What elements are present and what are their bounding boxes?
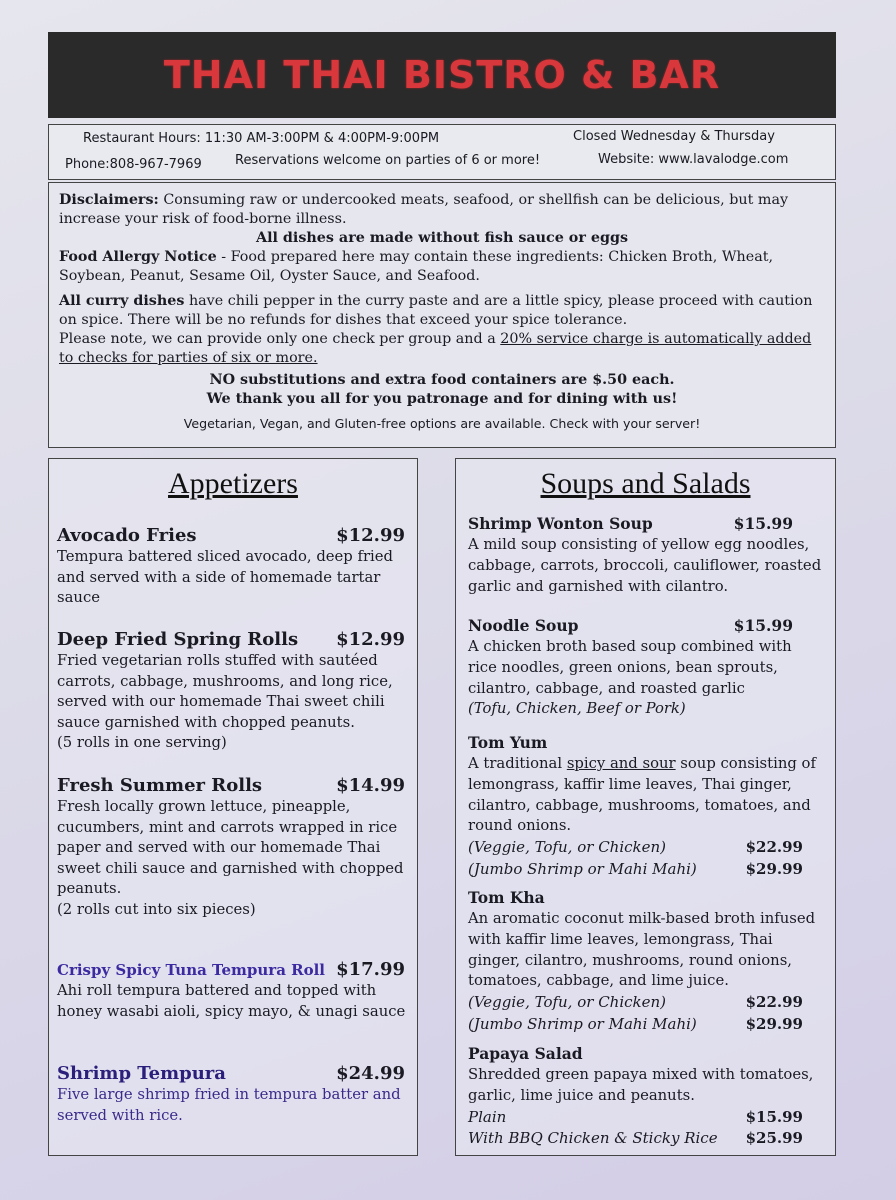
check-text: Please note, we can provide only one check per group and a xyxy=(59,331,501,347)
item-description: Fried vegetarian rolls stuffed with sautéed carrots, cabbage, mushrooms, and long rice, served with our homemade Thai sweet chili sauce garnished with chopped peanuts. xyxy=(57,652,393,731)
disclaimer-label: Disclaimers: xyxy=(59,192,159,208)
reservations-text: Reservations welcome on parties of 6 or more! xyxy=(235,153,541,168)
menu-item-spring-rolls xyxy=(49,629,417,754)
item-description: Shredded green papaya mixed with tomatoes, garlic, lime juice and peanuts. xyxy=(468,1066,814,1104)
service-charge-text: 20% service charge is automatically added to checks for parties of six or more. xyxy=(59,331,812,366)
no-fish-notice: All dishes are made without fish sauce or eggs xyxy=(256,230,628,246)
appetizers-heading: Appetizers xyxy=(168,467,298,500)
item-description: An aromatic coconut milk-based broth infused with kaffir lime leaves, lemongrass, Thai ginger, cilantro, mushrooms, round onions, tomatoes, cabbage, and lime juice. xyxy=(468,910,816,990)
disclaimer-text: Consuming raw or undercooked meats, seafood, or shellfish can be delicious, but may increase your risk of food-borne illness. xyxy=(59,192,789,227)
check-paragraph xyxy=(59,330,825,368)
item-name: Shrimp Wonton Soup xyxy=(468,514,653,533)
item-name: Papaya Salad xyxy=(468,1044,583,1063)
item-price: $12.99 xyxy=(336,629,405,650)
item-price: $17.99 xyxy=(336,959,405,980)
allergy-paragraph xyxy=(59,248,825,286)
price-option: (Jumbo Shrimp or Mahi Mahi) $29.99 xyxy=(468,859,803,878)
item-note: (5 rolls in one serving) xyxy=(57,734,227,751)
menu-item-avocado-fries xyxy=(49,525,417,609)
item-name: Crispy Spicy Tuna Tempura Roll xyxy=(57,961,326,979)
menu-item-tom-kha xyxy=(456,887,835,1035)
item-name: Shrimp Tempura xyxy=(57,1063,226,1084)
item-note: (Tofu, Chicken, Beef or Pork) xyxy=(468,700,686,718)
item-description: A chicken broth based soup combined with rice noodles, green onions, bean sprouts, cilantro, cabbage, and roasted garlic xyxy=(468,638,792,697)
thanks-notice: We thank you all for you patronage and for dining with us! xyxy=(206,391,678,407)
item-description: Fresh locally grown lettuce, pineapple, cucumbers, mint and carrots wrapped in rice paper and served with our homemade Thai sweet chili sauce and garnished with chopped peanuts. xyxy=(57,798,404,897)
allergy-label: Food Allergy Notice xyxy=(59,249,217,265)
menu-item-papaya-salad xyxy=(456,1043,835,1150)
item-description: A mild soup consisting of yellow egg noodles, cabbage, carrots, broccoli, cauliflower, roasted garlic and garnished with cilantro. xyxy=(468,536,822,595)
curry-text: have chili pepper in the curry paste and are a little spicy, please proceed with caution on spice. There will be no refunds for dishes that exceed your spice tolerance. xyxy=(59,293,813,328)
item-price: $14.99 xyxy=(336,775,405,796)
menu-item-noodle-soup xyxy=(456,615,835,720)
item-note: (2 rolls cut into six pieces) xyxy=(57,900,256,918)
menu-item-wonton-soup xyxy=(456,513,835,597)
appetizers-section xyxy=(48,458,418,1156)
price-option: With BBQ Chicken & Sticky Rice $25.99 xyxy=(468,1129,803,1148)
item-name: Tom Yum xyxy=(468,733,548,752)
restaurant-name: THAI THAI BISTRO & BAR xyxy=(163,53,721,97)
item-price: $24.99 xyxy=(336,1063,405,1084)
menu-item-tom-yum xyxy=(456,732,835,880)
item-price: $12.99 xyxy=(336,525,405,546)
soups-salads-section xyxy=(455,458,836,1156)
item-name: Noodle Soup xyxy=(468,616,579,635)
price-option: (Veggie, Tofu, or Chicken) $22.99 xyxy=(468,838,803,857)
item-name: Fresh Summer Rolls xyxy=(57,775,263,796)
item-description: Tempura battered sliced avocado, deep fried and served with a side of homemade tartar sauce xyxy=(57,548,393,606)
title-banner xyxy=(48,32,836,118)
veg-options-notice: Vegetarian, Vegan, and Gluten-free options are available. Check with your server! xyxy=(183,416,701,431)
item-name: Deep Fried Spring Rolls xyxy=(57,629,299,650)
closed-text: Closed Wednesday & Thursday xyxy=(573,129,775,144)
disclaimer-box xyxy=(48,182,836,448)
price-option: Plain $15.99 xyxy=(468,1107,803,1126)
allergy-text: - Food prepared here may contain these ingredients: Chicken Broth, Wheat, Soybean, Peanut, Sesame Oil, Oyster Sauce, and Seafood. xyxy=(59,249,774,284)
item-name: Avocado Fries xyxy=(57,525,197,546)
item-description: Ahi roll tempura battered and topped with honey wasabi aioli, spicy mayo, & unagi sauce xyxy=(57,982,406,1020)
curry-paragraph xyxy=(59,292,825,330)
soups-heading: Soups and Salads xyxy=(540,467,751,500)
menu-item-tuna-roll xyxy=(49,959,417,1022)
info-box xyxy=(48,124,836,180)
item-description: A traditional spicy and sour soup consisting of lemongrass, kaffir lime leaves, Thai ginger, cilantro, cabbage, mushrooms, tomatoes, and round onions. xyxy=(468,755,816,835)
phone-text: Phone:808-967-7969 xyxy=(65,157,202,172)
substitutions-notice: NO substitutions and extra food containers are $.50 each. xyxy=(209,372,675,388)
price-option: (Veggie, Tofu, or Chicken) $22.99 xyxy=(468,993,803,1012)
disclaimer-paragraph xyxy=(59,191,825,229)
item-name: Tom Kha xyxy=(468,888,545,907)
item-price: $15.99 xyxy=(733,616,793,635)
hours-text: Restaurant Hours: 11:30 AM-3:00PM & 4:00PM-9:00PM xyxy=(83,131,440,146)
price-option: (Jumbo Shrimp or Mahi Mahi) $29.99 xyxy=(468,1014,803,1033)
item-price: $15.99 xyxy=(733,514,793,533)
menu-item-shrimp-tempura xyxy=(49,1063,417,1126)
curry-label: All curry dishes xyxy=(59,293,185,309)
website-link[interactable]: Website: www.lavalodge.com xyxy=(598,152,789,167)
menu-item-summer-rolls xyxy=(49,775,417,920)
item-description: Five large shrimp fried in tempura batter and served with rice. xyxy=(57,1086,401,1124)
